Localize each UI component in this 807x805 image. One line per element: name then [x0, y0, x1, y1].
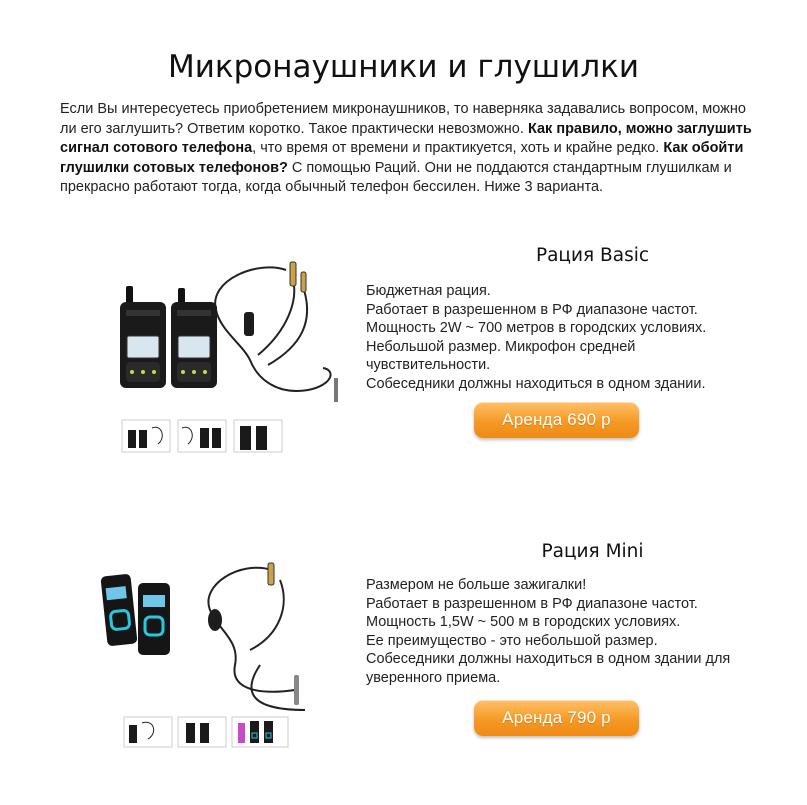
- desc-line: Собеседники должны находиться в одном здании для уверенного приема.: [366, 651, 731, 686]
- thumbnail-strip: [124, 717, 288, 747]
- desc-line: Размером не больше зажигалки!: [366, 577, 587, 593]
- rent-basic-button[interactable]: Аренда 690 р: [474, 402, 639, 438]
- rent-mini-button[interactable]: Аренда 790 р: [474, 700, 639, 736]
- product-basic-title: Рация Basic: [535, 245, 650, 266]
- radio-basic-image: [108, 250, 338, 465]
- desc-line: Собеседники должны находиться в одном здании.: [366, 375, 706, 392]
- desc-line: Работает в разрешенном в РФ диапазоне частот.: [366, 301, 698, 318]
- intro-bold-2: Как обойти глушилки сотовых телефонов?: [60, 140, 744, 176]
- desc-line: Мощность 2W ~ 700 метров в городских условиях.: [366, 320, 707, 337]
- desc-line: Небольшой размер. Микрофон средней чувствительности.: [366, 338, 636, 374]
- desc-line: Бюджетная рация.: [366, 283, 491, 299]
- product-mini-description: [366, 576, 766, 688]
- thumbnail-strip: [122, 420, 282, 452]
- intro-paragraph: [60, 100, 760, 198]
- intro-text-1: Если Вы интересуетесь приобретением микронаушников, то наверняка задавались вопросом, можно ли его заглушить? Ответим коротко. Такое практически невозможно.: [60, 101, 746, 137]
- desc-line: Мощность 1,5W ~ 500 м в городских условиях.: [366, 614, 681, 631]
- desc-line: Работает в разрешенном в РФ диапазоне частот.: [366, 595, 698, 612]
- intro-bold-1: Как правило, можно заглушить сигнал сотового телефона: [60, 120, 752, 156]
- page-title: Микронаушники и глушилки: [167, 48, 640, 85]
- radio-mini-image: [90, 555, 330, 760]
- product-basic-description: [366, 282, 766, 394]
- intro-text-2: , что время от времени и практикуется, хоть и крайне редко.: [252, 140, 664, 156]
- intro-text-3: С помощью Раций. Они не поддаются стандартным глушилкам и прекрасно работают тогда, когда обычный телефон бессилен. Ниже 3 варианта.: [60, 159, 732, 195]
- desc-line: Ее преимущество - это небольшой размер.: [366, 632, 658, 649]
- product-mini-title: Рация Mini: [541, 541, 644, 562]
